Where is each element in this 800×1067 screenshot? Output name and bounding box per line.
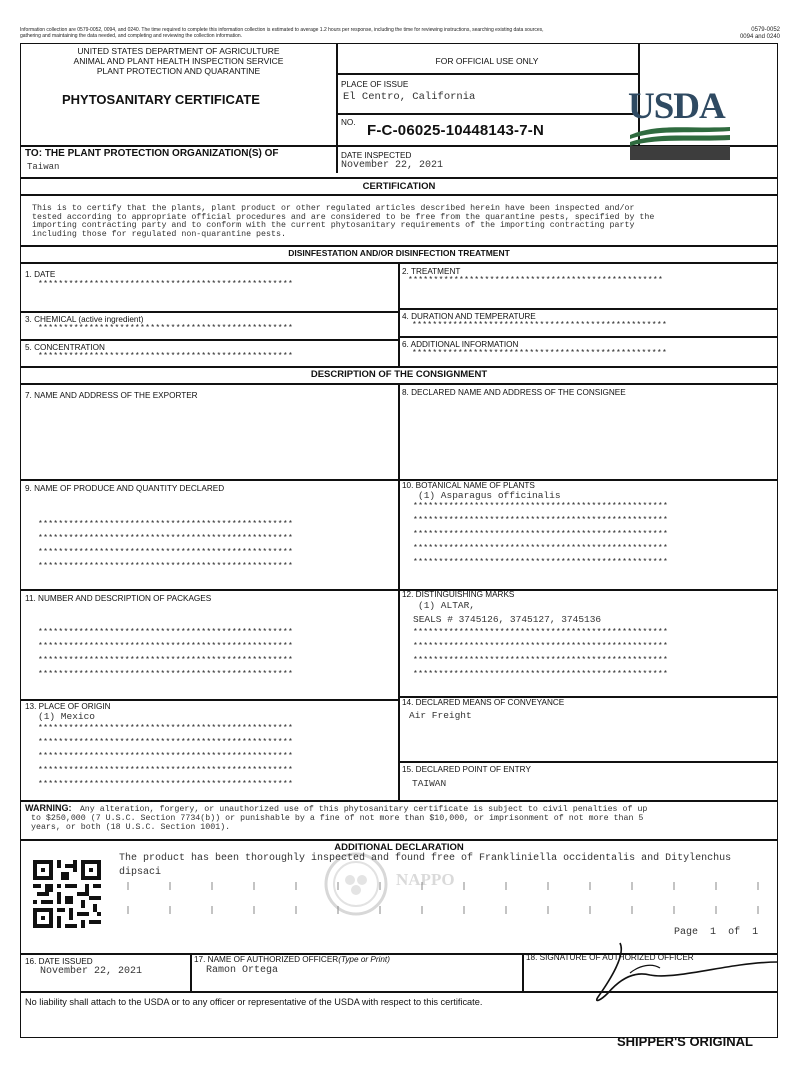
entry-value: TAIWAN <box>412 778 447 789</box>
treatment-type-void: ************************************************** <box>408 276 664 285</box>
omb-burden-statement <box>20 27 670 39</box>
divider <box>522 953 524 991</box>
treatment-heading: DISINFESTATION AND/OR DISINFECTION TREATMENT <box>288 248 510 258</box>
marks-line: SEALS # 3745126, 3745127, 3745136 <box>413 614 602 625</box>
divider <box>21 311 399 313</box>
agency-line: ANIMAL AND PLANT HEALTH INSPECTION SERVICE <box>73 56 284 66</box>
liability-statement: No liability shall attach to the USDA or to any officer or representative of the USDA with respect to this certificate. <box>25 997 483 1007</box>
warning-line: Any alteration, forgery, or unauthorized use of this phytosanitary certificate is subject to civil penalties of up <box>79 805 648 814</box>
botanical-void: ************************************************** <box>413 544 669 553</box>
divider <box>336 113 639 115</box>
form-title: PHYTOSANITARY CERTIFICATE <box>62 92 260 107</box>
declaration-line: The product has been thoroughly inspected and found free of Frankliniella occidentalis and Ditylenchus <box>119 853 732 864</box>
divider <box>21 479 777 481</box>
divider <box>21 589 777 591</box>
certificate-number: F-C-06025-10448143-7-N <box>367 122 544 139</box>
botanical-void: ************************************************** <box>413 558 669 567</box>
entry-label: 15. DECLARED POINT OF ENTRY <box>402 765 531 774</box>
to-value: Taiwan <box>27 162 60 172</box>
officer-signature <box>590 935 780 1007</box>
marks-void: ************************************************** <box>413 670 669 679</box>
origin-label: 13. PLACE OF ORIGIN <box>25 702 111 711</box>
concentration-label: 5. CONCENTRATION <box>25 343 105 352</box>
date-issued-value: November 22, 2021 <box>40 966 143 977</box>
chemical-label: 3. CHEMICAL (active ingredient) <box>25 315 144 324</box>
botanical-void: ************************************************** <box>413 516 669 525</box>
origin-void: ************************************************** <box>38 752 294 761</box>
origin-void: ************************************************** <box>38 724 294 733</box>
botanical-label: 10. BOTANICAL NAME OF PLANTS <box>402 481 535 490</box>
officer-label-text: 17. NAME OF AUTHORIZED OFFICER <box>194 955 339 964</box>
divider <box>21 194 777 196</box>
botanical-value: (1) Asparagus officinalis <box>418 490 561 501</box>
omb-numbers <box>728 27 780 41</box>
origin-void: ************************************************** <box>38 780 294 789</box>
treatment-type-label: 2. TREATMENT <box>402 267 461 276</box>
page-total: 1 <box>752 927 759 938</box>
omb-burden-line: Information collection are 0579-0052, 0094, and 0240. The time required to complete this information collection is estimated to average 1.2 hours per response, including the time for reviewing instructions, searching existing data sources, <box>20 27 544 33</box>
officer-name: Ramon Ortega <box>206 965 279 976</box>
agency-line: UNITED STATES DEPARTMENT OF AGRICULTURE <box>77 46 280 56</box>
marks-label: 12. DISTINGUISHING MARKS <box>402 590 515 599</box>
divider <box>190 953 192 991</box>
packages-void: ************************************************** <box>38 670 294 679</box>
divider <box>21 366 777 368</box>
origin-value: (1) Mexico <box>38 711 96 722</box>
additional-declaration-heading: ADDITIONAL DECLARATION <box>334 842 464 853</box>
divider <box>398 336 777 338</box>
certification-line: importing contracting party and to conform with the current phytosanitary requirements of the importing contracting party <box>32 221 635 230</box>
omb-number-line: 0094 and 0240 <box>739 34 780 40</box>
packages-label: 11. NUMBER AND DESCRIPTION OF PACKAGES <box>25 594 212 603</box>
treatment-date-void: ************************************************** <box>38 280 294 289</box>
divider <box>21 800 777 802</box>
officer-label-suffix: (Type or Print) <box>338 955 390 964</box>
treatment-date-label: 1. DATE <box>25 270 56 279</box>
packages-void: ************************************************** <box>38 642 294 651</box>
qr-code-icon <box>33 860 101 928</box>
certification-heading: CERTIFICATION <box>362 181 436 192</box>
place-of-issue-value: El Centro, California <box>343 91 476 103</box>
copy-type-label: SHIPPER'S ORIGINAL <box>617 1034 753 1049</box>
divider <box>21 245 777 247</box>
duration-label: 4. DURATION AND TEMPERATURE <box>402 312 536 321</box>
additional-info-label: 6. ADDITIONAL INFORMATION <box>402 340 519 349</box>
marks-void: ************************************************** <box>413 628 669 637</box>
consignment-heading: DESCRIPTION OF THE CONSIGNMENT <box>310 369 488 380</box>
to-label: TO: THE PLANT PROTECTION ORGANIZATION(S) OF <box>25 148 279 159</box>
packages-void: ************************************************** <box>38 656 294 665</box>
warning-line: years, or both (18 U.S.C. Section 1001). <box>31 822 231 832</box>
officer-label <box>194 955 390 964</box>
produce-void: ************************************************** <box>38 534 294 543</box>
conveyance-label: 14. DECLARED MEANS OF CONVEYANCE <box>402 698 565 707</box>
warning-line: to $250,000 (7 U.S.C. Section 7734(b)) or punishable by a fine of not more than $10,000, or imprisonment of not more than 5 <box>31 813 644 823</box>
produce-void: ************************************************** <box>38 548 294 557</box>
marks-line: (1) ALTAR, <box>418 600 476 611</box>
official-use-label: FOR OFFICIAL USE ONLY <box>435 56 539 66</box>
chemical-void: ************************************************** <box>38 324 294 333</box>
page-of: of <box>728 927 741 938</box>
botanical-void: ************************************************** <box>413 530 669 539</box>
usda-logo-text: USDA <box>628 86 725 127</box>
certification-line: including those for regulated non-quarantine pests. <box>32 229 286 239</box>
additional-info-void: ************************************************** <box>412 349 668 358</box>
place-of-issue-label: PLACE OF ISSUE <box>341 80 409 89</box>
omb-burden-line: gathering and maintaining the data needed, and completing and reviewing the collection information. <box>20 33 243 39</box>
exporter-label: 7. NAME AND ADDRESS OF THE EXPORTER <box>25 391 198 400</box>
page-number: 1 <box>710 927 717 938</box>
divider <box>21 177 777 179</box>
concentration-void: ************************************************** <box>38 352 294 361</box>
warning-block <box>25 804 647 832</box>
divider <box>398 308 777 310</box>
produce-void: ************************************************** <box>38 562 294 571</box>
signature-label: 18. SIGNATURE OF AUTHORIZED OFFICER <box>526 953 694 962</box>
produce-label: 9. NAME OF PRODUCE AND QUANTITY DECLARED <box>25 484 225 493</box>
duration-void: ************************************************** <box>412 321 668 330</box>
packages-void: ************************************************** <box>38 628 294 637</box>
divider <box>21 991 777 993</box>
certification-line: tested according to appropriate official procedures and are considered to be free from the quarantine pests, specified by the <box>32 212 655 222</box>
origin-void: ************************************************** <box>38 738 294 747</box>
declaration-ruling <box>118 880 768 920</box>
date-inspected-label: DATE INSPECTED <box>341 151 412 160</box>
consignee-label: 8. DECLARED NAME AND ADDRESS OF THE CONSIGNEE <box>402 388 626 397</box>
date-issued-label: 16. DATE ISSUED <box>25 957 93 966</box>
divider <box>398 761 777 763</box>
agency-header <box>21 46 336 76</box>
page-word: Page <box>674 927 699 938</box>
conveyance-value: Air Freight <box>409 710 472 721</box>
additional-declaration-text <box>119 852 731 880</box>
marks-void: ************************************************** <box>413 656 669 665</box>
divider <box>21 339 399 341</box>
omb-number-line: 0579-0052 <box>751 27 780 33</box>
marks-void: ************************************************** <box>413 642 669 651</box>
agency-line: PLANT PROTECTION AND QUARANTINE <box>96 66 261 76</box>
certification-line: This is to certify that the plants, plant product or other regulated articles described herein have been inspected and/or <box>32 204 635 213</box>
declaration-line: dipsaci <box>119 867 162 878</box>
usda-logo-waves-icon <box>628 125 732 161</box>
divider <box>398 383 400 801</box>
certification-text <box>32 205 654 239</box>
divider <box>21 839 777 841</box>
produce-void: ************************************************** <box>38 520 294 529</box>
nappo-watermark-text: NAPPO <box>396 870 455 889</box>
origin-void: ************************************************** <box>38 766 294 775</box>
botanical-void: ************************************************** <box>413 502 669 511</box>
cert-no-label: NO. <box>341 118 356 127</box>
divider <box>21 699 399 701</box>
date-inspected-value: November 22, 2021 <box>341 160 444 171</box>
divider <box>398 262 400 366</box>
warning-label: WARNING: <box>25 803 72 813</box>
usda-logo <box>628 88 734 168</box>
divider <box>336 73 639 75</box>
